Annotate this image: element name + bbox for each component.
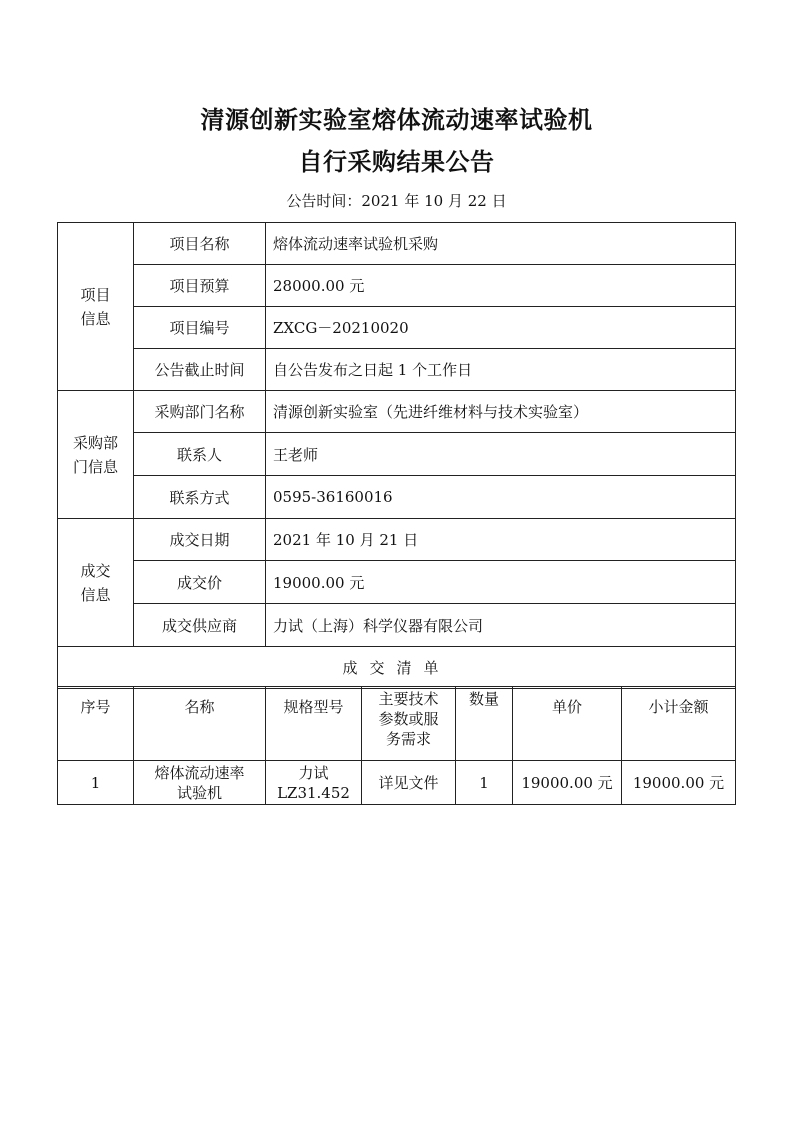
project-name-value: 熔体流动速率试验机采购: [266, 223, 736, 265]
items-table: [57, 686, 736, 805]
row-name: 熔体流动速率 试验机: [134, 761, 266, 805]
header-name: 名称: [134, 687, 266, 761]
dept-name-label: 采购部门名称: [134, 391, 266, 433]
dept-info-group: 采购部 门信息: [58, 391, 134, 519]
deal-price-label: 成交价: [134, 561, 266, 604]
title-line-1: 清源创新实验室熔体流动速率试验机: [200, 105, 593, 134]
row-qty: 1: [456, 761, 513, 805]
deal-price-value: 19000.00 元: [266, 561, 736, 604]
project-budget-value: 28000.00 元: [266, 265, 736, 307]
title-line-2: 自行采购结果公告: [298, 147, 495, 176]
info-table: [57, 222, 736, 689]
supplier-label: 成交供应商: [134, 604, 266, 647]
contact-value: 王老师: [266, 433, 736, 476]
project-code-label: 项目编号: [134, 307, 266, 349]
project-code-value: ZXCG－20210020: [266, 307, 736, 349]
contact-label: 联系人: [134, 433, 266, 476]
header-unit-price: 单价: [513, 687, 622, 761]
header-qty: 数量: [456, 687, 513, 761]
row-unit-price: 19000.00 元: [513, 761, 622, 805]
list-title: 成交清单: [58, 647, 736, 689]
project-name-label: 项目名称: [134, 223, 266, 265]
phone-label: 联系方式: [134, 476, 266, 519]
header-spec: 主要技术 参数或服 务需求: [362, 687, 456, 761]
header-no: 序号: [58, 687, 134, 761]
dept-name-value: 清源创新实验室（先进纤维材料与技术实验室）: [266, 391, 736, 433]
header-model: 规格型号: [266, 687, 362, 761]
deadline-value: 自公告发布之日起 1 个工作日: [266, 349, 736, 391]
project-budget-label: 项目预算: [134, 265, 266, 307]
supplier-value: 力试（上海）科学仪器有限公司: [266, 604, 736, 647]
table-row: [58, 761, 736, 805]
deadline-label: 公告截止时间: [134, 349, 266, 391]
row-subtotal: 19000.00 元: [622, 761, 736, 805]
phone-value: 0595-36160016: [266, 476, 736, 519]
deal-date-label: 成交日期: [134, 519, 266, 561]
announcement-time: 公告时间：2021 年 10 月 22 日: [286, 192, 507, 210]
project-info-group: 项目 信息: [58, 223, 134, 391]
header-subtotal: 小计金额: [622, 687, 736, 761]
row-spec: 详见文件: [362, 761, 456, 805]
row-model: 力试 LZ31.452: [266, 761, 362, 805]
row-no: 1: [58, 761, 134, 805]
deal-date-value: 2021 年 10 月 21 日: [266, 519, 736, 561]
deal-info-group: 成交 信息: [58, 519, 134, 647]
